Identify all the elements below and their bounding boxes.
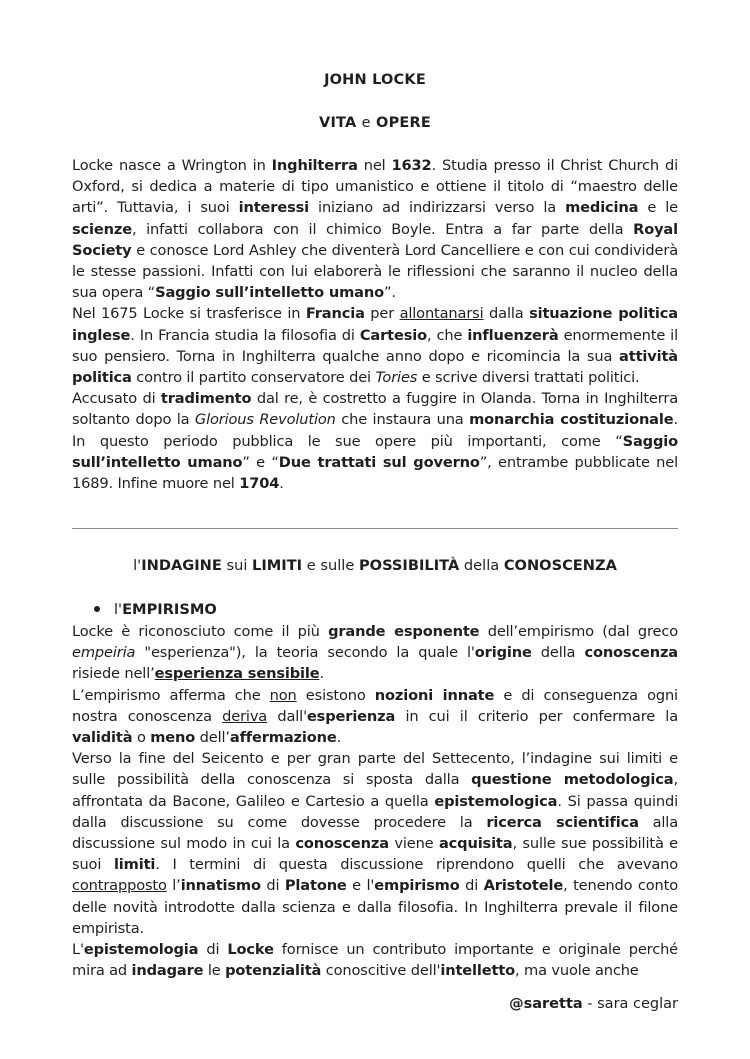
document-subtitle: VITA e OPERE bbox=[319, 115, 431, 131]
paragraph-empiricism-definition: L’empirismo afferma che non esistono nozioni innate e di conseguenza ogni nostra conoscenza deriva dall'esperienza in cui il criterio per confermare la validità o meno dell’affermazione. bbox=[72, 686, 678, 747]
paragraph-epistemology-shift: Verso la fine del Seicento e per gran parte del Settecento, l’indagine sui limiti e sulle possibilità della conoscenza si sposta dalla questione metodologica, affrontata da Bacone, Galileo e Cartesio a quella epistemologica. Si passa quindi dalla discussione su come dovesse procedere la ricerca scientifica alla discussione sul modo in cui la conoscenza viene acquisita, sulle sue possibilità e suoi limiti. I termini di questa discussione riprendono quelli che avevano contrapposto l’innatismo di Platone e l'empirismo di Aristotele, tenendo conto delle novità introdotte dalla scienza e dalla filosofia. In Inghilterra prevale il filone empirista. bbox=[72, 750, 679, 937]
section-divider bbox=[72, 528, 678, 529]
paragraph-france: Nel 1675 Locke si trasferisce in Francia per allontanarsi dalla situazione politica inglese. In Francia studia la filosofia di Cartesio, che influenzerà enormemente il suo pensiero. Torna in Inghilterra qualche anno dopo e ricomincia la sua attività politica contro il partito conservatore dei Tories e scrive diversi trattati politici. bbox=[72, 305, 678, 387]
biography-section bbox=[72, 155, 678, 494]
document-title: JOHN LOCKE bbox=[324, 72, 426, 88]
author-handle: @saretta bbox=[509, 996, 583, 1012]
bullet-empirismo: l'EMPIRISMO bbox=[94, 599, 217, 620]
paragraph-locke-empiricism: Locke è riconosciuto come il più grande esponente dell’empirismo (dal greco empeiria "esperienza"), la teoria secondo la quale l'origine della conoscenza risiede nell’esperienza sensibile. bbox=[72, 623, 678, 683]
paragraph-locke-epistemology: L'epistemologia di Locke fornisce un contributo importante e originale perché mira ad indagare le potenzialità conoscitive dell'intelletto, ma vuole anche bbox=[72, 941, 679, 980]
paragraph-exile: Accusato di tradimento dal re, è costretto a fuggire in Olanda. Torna in Inghilterra soltanto dopo la Glorious Revolution che instaura una monarchia costituzionale. In questo periodo pubblica le sue opere più importanti, come “Saggio sull’intelletto umano” e “Due trattati sul governo”, entrambe pubblicate nel 1689. Infine muore nel 1704. bbox=[72, 390, 679, 493]
footer-credit: @saretta - sara ceglar bbox=[509, 996, 678, 1012]
author-name: sara ceglar bbox=[597, 996, 678, 1012]
paragraph-birth: Locke nasce a Wrington in Inghilterra nel 1632. Studia presso il Christ Church di Oxford, si dedica a materie di tipo umanistico e ottiene il titolo di “maestro delle arti”. Tuttavia, i suoi interessi iniziano ad indirizzarsi verso la medicina e le scienze, infatti collabora con il chimico Boyle. Entra a far parte della Royal Society e conosce Lord Ashley che diventerà Lord Cancelliere e con cui condividerà le stesse passioni. Infatti con lui elaborerà le riflessioni che saranno il nucleo della sua opera “Saggio sull’intelletto umano”. bbox=[72, 157, 679, 302]
section-title: l'INDAGINE sui LIMITI e sulle POSSIBILITÀ della CONOSCENZA bbox=[133, 557, 617, 574]
empiricism-section bbox=[72, 621, 678, 981]
bullet-dot-icon bbox=[94, 606, 100, 612]
